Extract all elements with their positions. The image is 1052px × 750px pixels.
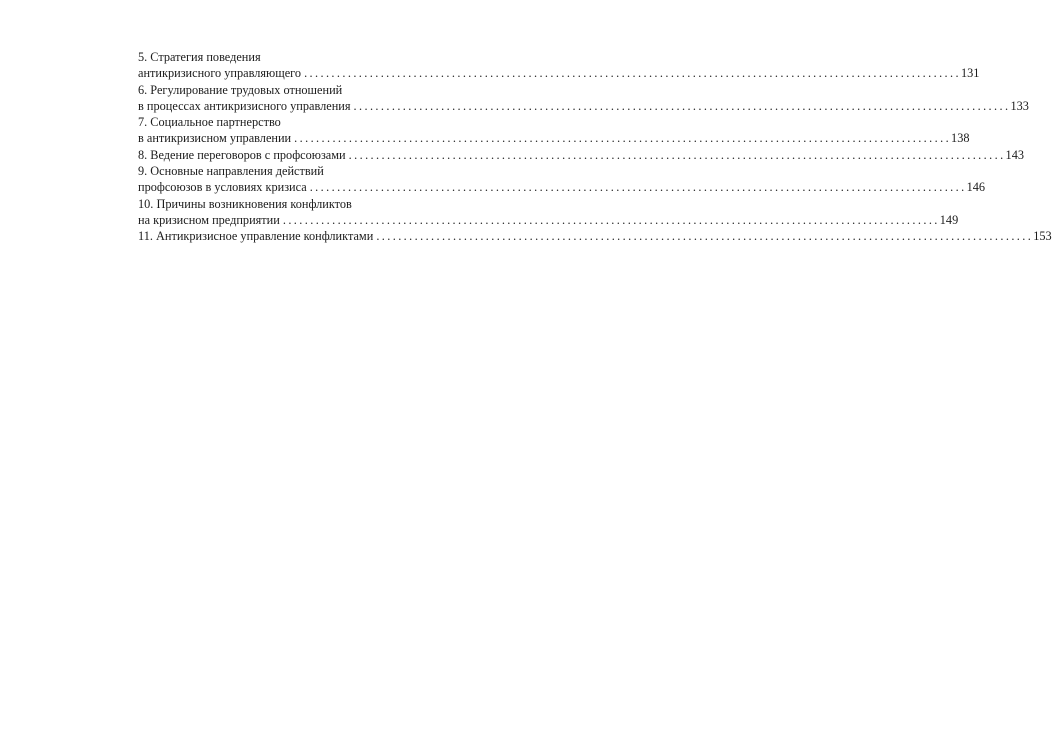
toc-entry-title-end: профсоюзов в условиях кризиса: [138, 180, 307, 195]
toc-entry-title-end: в процессах антикризисного управления: [138, 98, 351, 113]
dot-leader: ........................................................................................................................: [309, 180, 967, 195]
toc-page-number: 138: [951, 131, 970, 146]
toc-entry-title-end: 11. Антикризисное управление конфликтами: [138, 229, 374, 244]
toc-entry-title: 9. Основные направления действий: [138, 164, 324, 179]
dot-leader: ........................................................................................................................: [376, 229, 1034, 244]
toc-page-number: 149: [939, 212, 959, 227]
toc-page-number: 146: [966, 180, 986, 195]
toc-entry-title-end: на кризисном предприятии: [138, 212, 280, 227]
toc-page-number: 153: [1033, 229, 1052, 244]
dot-leader: ........................................................................................................................: [353, 98, 1011, 113]
toc-entry-11: [138, 228, 1052, 244]
dot-leader: ........................................................................................................................: [294, 131, 952, 146]
toc-entry-6: [138, 82, 1029, 115]
toc-entry-10: [138, 196, 959, 229]
dot-leader: ........................................................................................................................: [304, 66, 961, 81]
dot-leader: ........................................................................................................................: [282, 212, 940, 227]
toc-page-number: 131: [960, 66, 980, 81]
dot-leader: ........................................................................................................................: [348, 147, 1006, 162]
toc-entry-7: [138, 114, 970, 147]
toc-entry-title: 5. Стратегия поведения: [138, 50, 261, 64]
toc-entry-9: [138, 163, 986, 196]
table-of-contents: [138, 49, 1052, 245]
toc-entry-8: [138, 147, 1024, 163]
toc-entry-title: 6. Регулирование трудовых отношений: [138, 82, 343, 97]
toc-page-number: 143: [1005, 147, 1024, 162]
toc-entry-title: 10. Причины возникновения конфликтов: [138, 196, 352, 211]
toc-entry-5: [138, 49, 980, 82]
toc-page-number: 133: [1010, 98, 1029, 113]
toc-entry-title-end: антикризисного управляющего: [138, 66, 302, 81]
toc-entry-title-end: в антикризисном управлении: [138, 131, 292, 146]
toc-entry-title: 7. Социальное партнерство: [138, 115, 281, 130]
toc-entry-title-end: 8. Ведение переговоров с профсоюзами: [138, 147, 346, 162]
